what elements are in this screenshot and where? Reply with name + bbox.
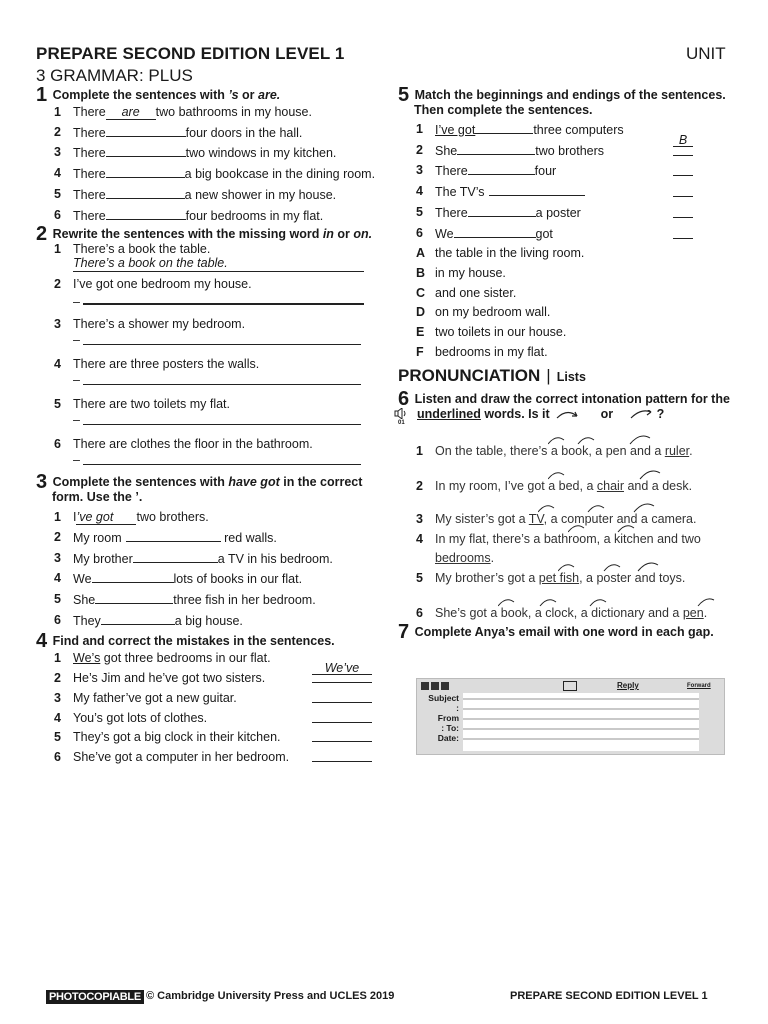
to-field[interactable] (463, 728, 699, 730)
exercise-2 (36, 223, 376, 468)
list-item: 1 There are two bathrooms in my house. (54, 105, 312, 119)
answer-line[interactable] (312, 761, 372, 762)
exercise-1 (36, 84, 376, 226)
worksheet-subtitle: 3 GRAMMAR: PLUS (36, 66, 193, 85)
answer-line[interactable] (312, 741, 372, 742)
exercise-6-instruction: 6 Listen and draw the correct intonation pattern for the (398, 388, 730, 411)
list-item: 6 They a big house. (54, 612, 243, 628)
answer-line[interactable] (312, 722, 372, 723)
answer-gap[interactable] (106, 164, 185, 178)
pronunciation-heading: PRONUNCIATION | Lists (398, 366, 586, 386)
exercise-1-instruction: 1 Complete the sentences with ’s or are. (36, 84, 281, 106)
answer-gap[interactable] (95, 590, 173, 604)
intonation-arrow-icon (498, 596, 738, 610)
list-item: 4 You’s got lots of clothes. (36, 709, 376, 729)
match-answer[interactable] (673, 196, 693, 197)
answer-gap[interactable] (475, 120, 533, 134)
email-toolbar (417, 679, 724, 693)
list-item: 2 I’ve got one bedroom my house. (54, 277, 252, 292)
list-item: 3 My brother a TV in his bedroom. (54, 550, 333, 566)
list-item: 3 There two windows in my kitchen. (54, 145, 337, 161)
list-item: 5 My brother’s got a pet fish, a poster and toys. (398, 569, 743, 589)
email-fields (463, 693, 699, 751)
intonation-arrow-icon (558, 561, 768, 575)
list-item: 2 My room red walls. (54, 529, 277, 545)
list-item: 1 I’ve got three computers B (398, 120, 743, 141)
answer-gap[interactable] (454, 224, 536, 238)
list-item: 4 There a big bookcase in the dining room. (54, 166, 376, 182)
list-item: bedrooms. (435, 551, 495, 566)
answer-line[interactable]: – (73, 332, 361, 348)
list-item: 3 There’s a shower my bedroom. (54, 317, 246, 332)
answer-gap[interactable] (133, 549, 218, 563)
ending-item: E two toilets in our house. (416, 325, 567, 340)
answer-gap[interactable] (468, 161, 535, 175)
email-window: Reply Forward Subject : From : To: Date: (416, 678, 725, 755)
list-item: 4 There are three posters the walls. (54, 357, 260, 372)
list-item: 4 We lots of books in our flat. (54, 571, 303, 587)
rising-intonation-icon (555, 410, 581, 420)
list-item: 5 There are two toilets my flat. (54, 397, 231, 412)
list-item: 5 There a poster (398, 203, 743, 224)
answer-gap[interactable]: are (106, 106, 156, 120)
reply-button[interactable]: Reply (617, 681, 639, 690)
answer-gap[interactable] (101, 611, 175, 625)
ending-item: F bedrooms in my flat. (416, 344, 548, 359)
list-item: 6 There are clothes the floor in the bathroom. (54, 437, 313, 452)
list-item: 6 She’s got a book, a clock, a dictionary and a pen. (398, 604, 743, 624)
intonation-arrow-icon (568, 522, 768, 536)
list-item: 2 There four doors in the hall. (54, 124, 303, 140)
answer-gap[interactable] (126, 528, 221, 542)
ending-item: D on my bedroom wall. (416, 305, 551, 320)
unit-label: UNIT (686, 44, 726, 63)
answer-line[interactable] (312, 702, 372, 703)
list-item: 4 In my flat, there’s a bathroom, a kitchen and two (398, 530, 743, 550)
list-item: 6 There four bedrooms in my flat. (54, 207, 324, 223)
answer-line[interactable]: – (73, 372, 361, 388)
exercise-5-instruction: 5 Match the beginnings and endings of the sentences. Then complete the sentences. (398, 84, 726, 117)
answer-gap[interactable] (489, 182, 585, 196)
answer-line[interactable]: There’s a book on the table. (73, 257, 364, 272)
from-field[interactable] (463, 718, 699, 720)
exercise-6: 6 Listen and draw the correct intonation pattern for the underlined words. Is it or ? 01 1 On the table, there’s a book, a pen and a ruler. 2 In my room, I’ve got a bed, a chair and a desk. 3 My sister’s got a TV, a computer and a camera. 4 In my flat, there’s a bathroom, a kitchen and two bedrooms. 5 My brother’s got a pet fish, a poster and toys. 6 She’s got a book, a clock, a dictionary and a pen. (398, 392, 743, 623)
list-item: 1 On the table, there’s a book, a pen and a ruler. (398, 442, 743, 462)
list-item: 3 There four (398, 161, 743, 182)
ending-item: B in my house. (416, 265, 506, 280)
list-item: 2 He’s Jim and he’ve got two sisters. (36, 669, 376, 689)
window-control-icon[interactable] (421, 682, 429, 690)
to-label: : To: (441, 723, 459, 733)
ending-item: A the table in the living room. (416, 246, 585, 261)
exercise-7 (398, 621, 743, 644)
answer-gap[interactable] (106, 143, 186, 157)
match-answer[interactable] (673, 217, 693, 218)
photocopiable-badge: PHOTOCOPIABLE (46, 990, 144, 1004)
from-label: From (437, 713, 459, 723)
list-item: 5 There a new shower in my house. (54, 186, 337, 202)
exercise-4-instruction: 4 Find and correct the mistakes in the sentences. (36, 630, 335, 653)
falling-intonation-icon (629, 410, 655, 420)
right-column (398, 84, 743, 644)
list-item: 2 In my room, I’ve got a bed, a chair and a desk. (398, 477, 743, 497)
exercise-5 (398, 84, 743, 362)
answer-line[interactable]: – (73, 292, 364, 308)
answer-gap[interactable] (106, 206, 186, 220)
list-item: 1 There’s a book the table. (54, 242, 211, 257)
answer-gap[interactable] (106, 123, 186, 137)
match-answer[interactable] (673, 238, 693, 239)
answer-gap[interactable] (106, 185, 185, 199)
footer-title: PREPARE SECOND EDITION LEVEL 1 (510, 990, 708, 1002)
window-control-icon[interactable] (431, 682, 439, 690)
answer-line[interactable] (312, 682, 372, 683)
list-item: 1 I’ve got two brothers. (54, 510, 209, 525)
answer-gap[interactable] (457, 141, 535, 155)
list-item: 6 She’ve got a computer in her bedroom. (36, 748, 376, 768)
list-item: 5 They’s got a big clock in their kitchen. (36, 728, 376, 748)
list-item: 4 The TV’s (398, 182, 743, 203)
list-item: 3 My sister’s got a TV, a computer and a camera. (398, 510, 743, 530)
exercise-3 (36, 471, 376, 631)
list-item: 2 She two brothers (398, 141, 743, 162)
intonation-arrow-icon (548, 434, 768, 448)
date-label: Date: (437, 733, 459, 743)
match-answer[interactable] (673, 175, 693, 176)
envelope-icon[interactable] (563, 681, 577, 691)
intonation-arrow-icon (548, 469, 768, 483)
match-answer[interactable] (673, 155, 693, 156)
exercise-2-instruction: 2 Rewrite the sentences with the missing word in or on. (36, 223, 373, 246)
answer-line[interactable]: We’ve (312, 662, 372, 675)
answer-gap[interactable] (468, 203, 536, 217)
intonation-arrow-icon (538, 502, 758, 516)
exercise-3-instruction: 3 Complete the sentences with have got in the correct form. Use the ’. (36, 471, 363, 505)
date-field[interactable] (463, 738, 699, 740)
list-item: 3 My father’ve got a new guitar. (36, 689, 376, 709)
exercise-7-instruction: 7 Complete Anya’s email with one word in each gap. (398, 621, 714, 644)
forward-button[interactable]: Forward (687, 683, 711, 689)
left-column (36, 84, 376, 768)
copyright-text: © Cambridge University Press and UCLES 2019 (146, 990, 395, 1002)
exercise-4 (36, 630, 376, 767)
answer-line[interactable]: – (73, 452, 361, 468)
list-item: 6 We got (398, 224, 743, 245)
speaker-icon[interactable] (394, 408, 408, 419)
worksheet-title: PREPARE SECOND EDITION LEVEL 1 (36, 44, 345, 63)
answer-line[interactable]: – (73, 412, 361, 428)
answer-gap[interactable] (92, 569, 174, 583)
list-item: 1 We’s got three bedrooms in our flat. We’ve (36, 649, 376, 669)
subject-label: Subject (428, 693, 459, 703)
subject-field[interactable] (463, 698, 699, 700)
ending-item: C and one sister. (416, 285, 517, 300)
window-control-icon[interactable] (441, 682, 449, 690)
list-item: 5 She three fish in her bedroom. (54, 592, 316, 608)
exercise-number: 1 (36, 84, 48, 106)
match-answer[interactable]: B (673, 134, 693, 147)
audio-track-number: 01 (398, 420, 405, 427)
answer-gap[interactable]: ’ve got (76, 511, 136, 525)
